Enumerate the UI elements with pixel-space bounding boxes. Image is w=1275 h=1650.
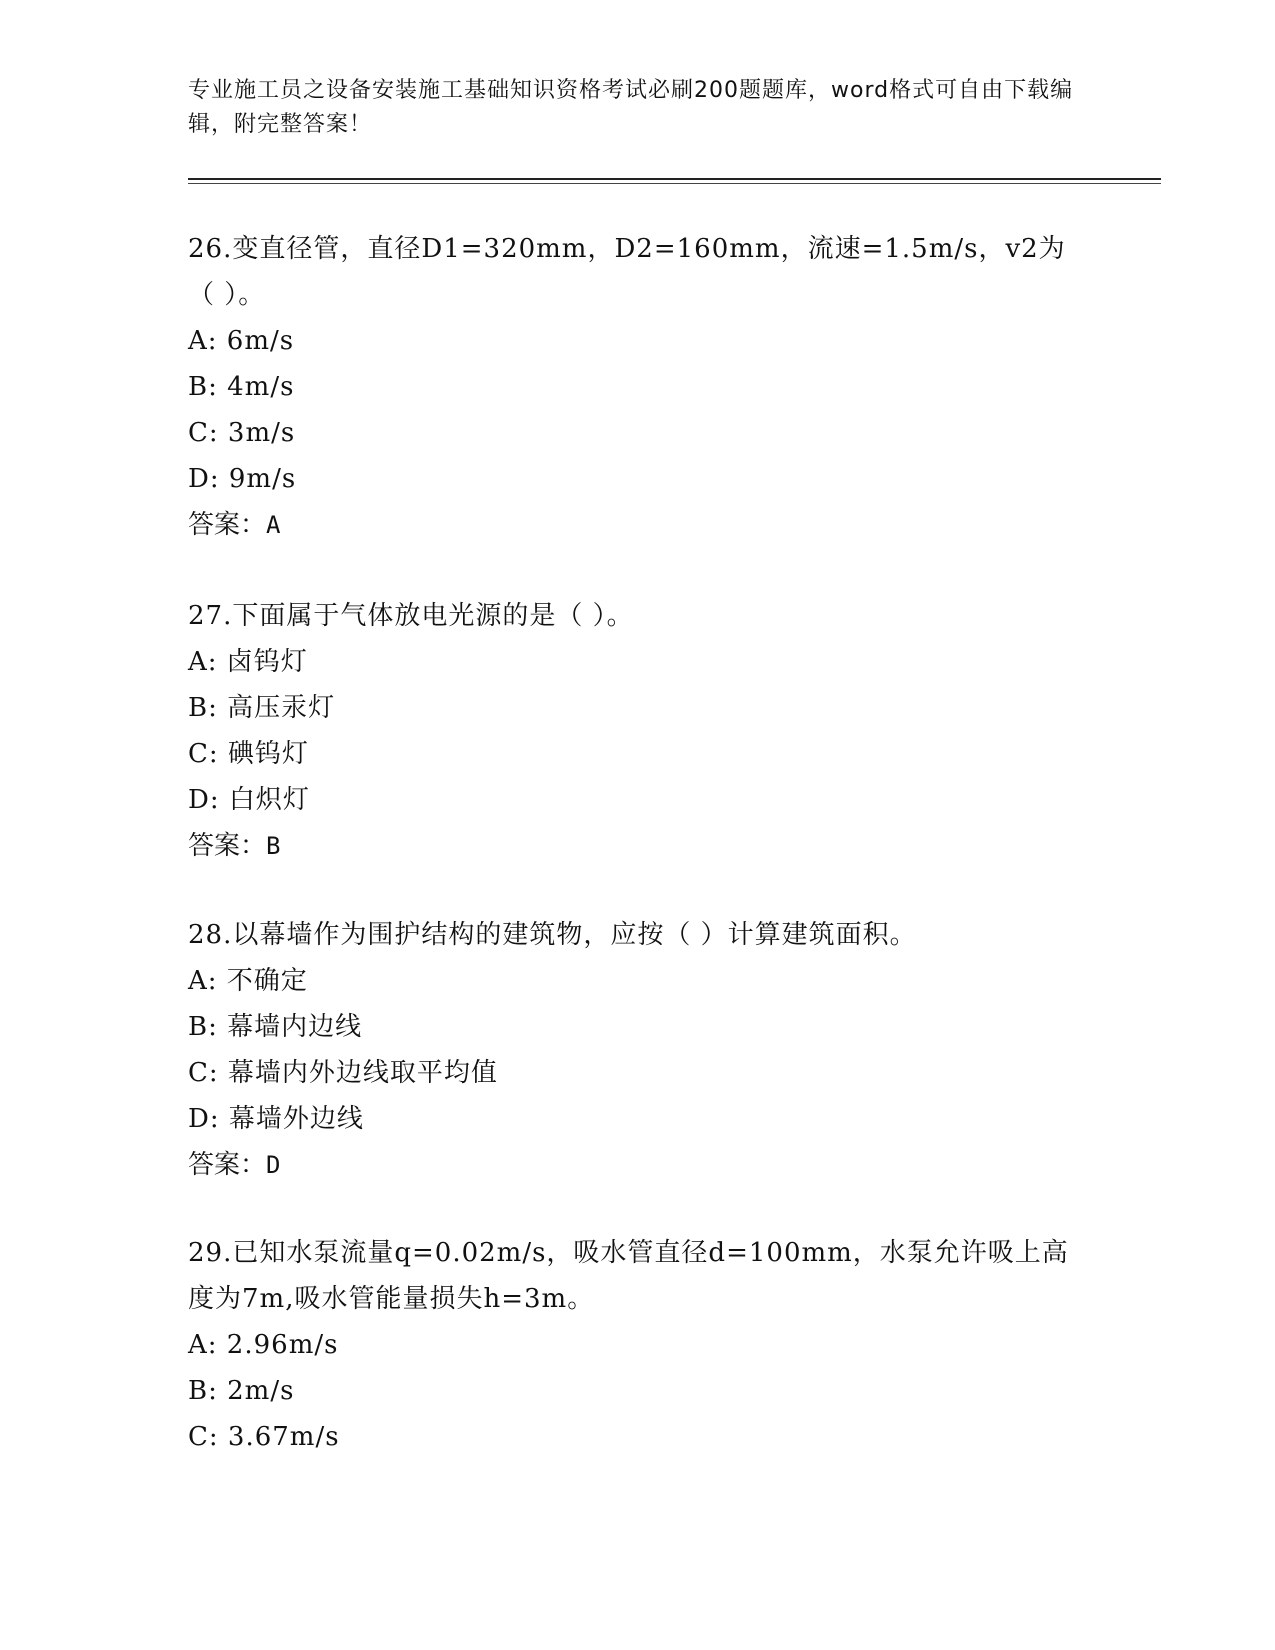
answer-label: 答案： [188,510,267,540]
answer-line [188,502,1088,548]
answer-line [188,1142,1088,1188]
header-divider-thick [188,178,1161,180]
option-b: B: 4m/s [188,372,295,402]
answer-label: 答案： [188,831,267,861]
question-29 [188,1230,1088,1460]
option-c: C: 碘钨灯 [188,739,309,769]
question-text: 26.变直径管，直径D1=320mm，D2=160mm，流速=1.5m/s，v2为（ ）。 [188,234,1066,310]
option-d: D: 幕墙外边线 [188,1104,364,1134]
answer-value: B [266,832,281,860]
answer-label: 答案： [188,1150,267,1180]
option-c: C: 幕墙内外边线取平均值 [188,1058,498,1088]
option-a: A: 不确定 [188,966,308,996]
option-c: C: 3m/s [188,418,296,448]
document-header: 专业施工员之设备安装施工基础知识资格考试必刷200题题库，word格式可自由下载编辑，附完整答案！ [188,78,1074,137]
answer-line [188,823,1088,869]
option-a: A: 卤钨灯 [188,647,308,677]
question-27 [188,593,1088,869]
answer-value: A [266,511,281,539]
option-b: B: 2m/s [188,1376,295,1406]
question-text: 28.以幕墙作为围护结构的建筑物，应按（ ）计算建筑面积。 [188,920,917,950]
question-28 [188,912,1088,1188]
option-b: B: 高压汞灯 [188,693,336,723]
option-c: C: 3.67m/s [188,1422,340,1452]
option-b: B: 幕墙内边线 [188,1012,363,1042]
question-text: 29.已知水泵流量q=0.02m/s，吸水管直径d=100mm，水泵允许吸上高度为7m,吸水管能量损失h=3m。 [188,1238,1069,1314]
option-d: D: 9m/s [188,464,297,494]
question-text: 27.下面属于气体放电光源的是（ ）。 [188,601,634,631]
answer-value: D [266,1151,281,1179]
question-26 [188,226,1088,548]
option-a: A: 2.96m/s [188,1330,339,1360]
header-divider-thin [188,183,1161,184]
option-a: A: 6m/s [188,326,295,356]
option-d: D: 白炽灯 [188,785,310,815]
